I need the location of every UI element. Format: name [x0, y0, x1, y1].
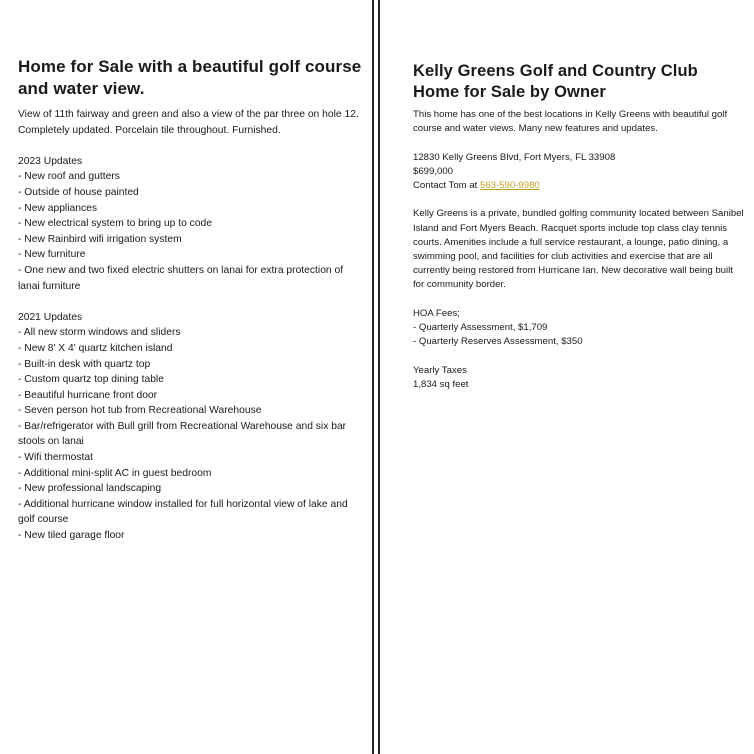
left-title: Home for Sale with a beautiful golf course and water view. [18, 57, 362, 98]
left-panel [0, 0, 372, 754]
right-title: Kelly Greens Golf and Country Club Home for Sale by Owner [413, 62, 698, 101]
updates-2021-list [18, 325, 364, 543]
list-item: - Seven person hot tub from Recreational Warehouse [18, 405, 262, 417]
hoa-list [413, 321, 746, 349]
spacer [18, 138, 364, 154]
contact-line [413, 179, 746, 193]
list-item: - One new and two fixed electric shutters on lanai for extra protection of lanai furniture [18, 264, 344, 292]
list-item: - Outside of house painted [18, 186, 139, 198]
hoa-heading: HOA Fees; [413, 307, 460, 319]
list-item: - Built-in desk with quartz top [18, 358, 151, 370]
list-item: - New appliances [18, 202, 97, 214]
list-item: - Wifi thermostat [18, 452, 93, 464]
divider [378, 0, 380, 754]
list-item: - New 8' X 4' quartz kitchen island [18, 342, 173, 354]
updates-2023-list [18, 169, 364, 294]
list-item: - New Rainbird wifi irrigation system [18, 233, 182, 245]
list-item: - Quarterly Assessment, $1,709 [413, 322, 548, 333]
square-footage: 1,834 sq feet [413, 378, 469, 390]
taxes-label: Yearly Taxes [413, 364, 467, 376]
contact-prefix: Contact Tom at [413, 180, 481, 191]
spacer [413, 136, 746, 150]
spacer [413, 293, 746, 307]
list-item: - New electrical system to bring up to code [18, 218, 213, 230]
list-item: - All new storm windows and sliders [18, 327, 181, 339]
list-item: - Bar/refrigerator with Bull grill from Recreational Warehouse and six bar stools on lanai [18, 420, 347, 448]
list-item: - Beautiful hurricane front door [18, 389, 158, 401]
community-description: Kelly Greens is a private, bundled golfing community located between Sanibel Island and Fort Myers Beach. Racquet sports include top class clay tennis courts. Amenities include a full service restaurant, a lounge, patio dining, a swimming pool, and facilities for club activities and exercise that are all currently being restored from Hurricane Ian. New decorative wall being built for community border. [413, 208, 744, 291]
list-item: - New tiled garage floor [18, 530, 125, 542]
list-item: - New professional landscaping [18, 483, 162, 495]
right-intro: This home has one of the best locations in Kelly Greens with beautiful golf course and water views. Many new features and updates. [413, 109, 728, 135]
updates-2023-heading: 2023 Updates [18, 155, 83, 167]
price: $699,000 [413, 165, 454, 177]
spacer [18, 294, 364, 310]
divider [372, 0, 374, 754]
list-item: - Additional hurricane window installed for full horizontal view of lake and golf course [18, 498, 348, 526]
spacer [413, 193, 746, 207]
phone-link[interactable]: 563-590-9980 [480, 180, 540, 191]
list-item: - Additional mini-split AC in guest bedroom [18, 467, 212, 479]
list-item: - New roof and gutters [18, 171, 120, 183]
updates-2021-heading: 2021 Updates [18, 311, 83, 323]
spacer [413, 349, 746, 363]
list-item: - New furniture [18, 249, 86, 261]
right-panel [382, 0, 754, 754]
list-item: - Custom quartz top dining table [18, 374, 164, 386]
address: 12830 Kelly Greens Blvd, Fort Myers, FL 33908 [413, 151, 616, 163]
list-item: - Quarterly Reserves Assessment, $350 [413, 336, 583, 348]
left-intro: View of 11th fairway and green and also a view of the par three on hole 12. Completely updated. Porcelain tile throughout. Furnished. [18, 109, 359, 136]
